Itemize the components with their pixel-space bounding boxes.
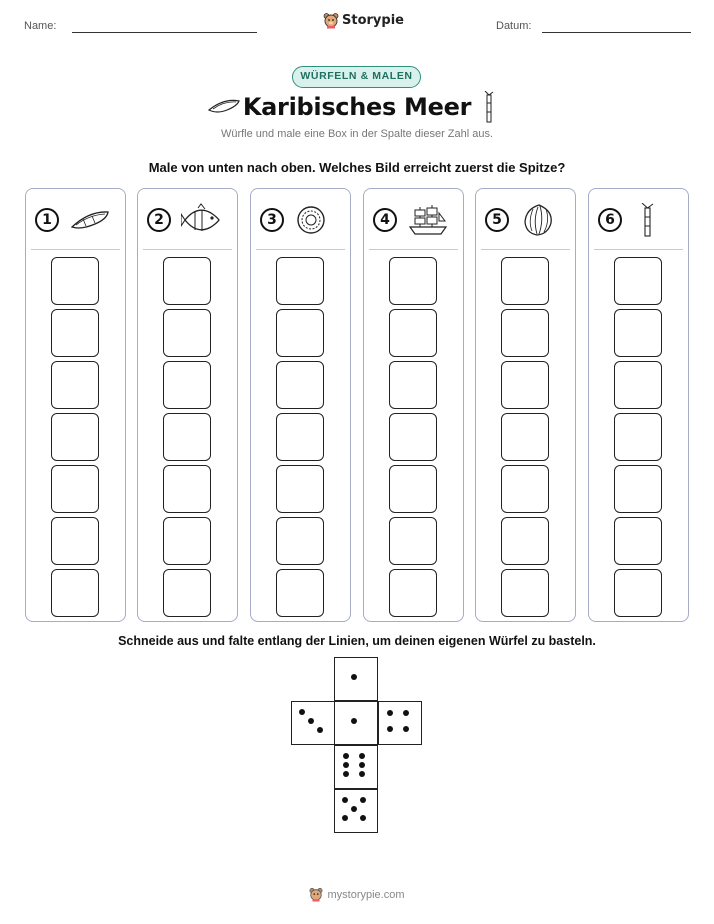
cocoa-pod-icon (519, 203, 561, 237)
die-pip (387, 726, 393, 732)
color-box[interactable] (501, 257, 549, 305)
column-divider (594, 249, 683, 250)
color-box[interactable] (614, 257, 662, 305)
color-box[interactable] (51, 361, 99, 409)
sailing-ship-icon (407, 203, 449, 237)
sugarcane-icon (632, 203, 674, 237)
color-box[interactable] (51, 413, 99, 461)
name-label: Name: (24, 20, 57, 32)
color-box[interactable] (389, 569, 437, 617)
die-pip (403, 726, 409, 732)
column-number: 6 (598, 208, 622, 232)
bear-logo-icon (323, 12, 339, 29)
color-box[interactable] (389, 517, 437, 565)
color-box[interactable] (389, 465, 437, 513)
die-face-3 (291, 701, 335, 745)
die-pip (351, 806, 357, 812)
color-box[interactable] (163, 517, 211, 565)
color-box[interactable] (276, 465, 324, 513)
color-box[interactable] (51, 465, 99, 513)
column-divider (31, 249, 120, 250)
die-pip (360, 815, 366, 821)
color-box[interactable] (614, 361, 662, 409)
color-box[interactable] (501, 309, 549, 357)
die-pip (342, 797, 348, 803)
date-label: Datum: (496, 20, 532, 32)
page-title: Karibisches Meer (242, 93, 472, 121)
color-box[interactable] (276, 361, 324, 409)
color-box[interactable] (614, 465, 662, 513)
color-box[interactable] (614, 569, 662, 617)
color-box[interactable] (163, 361, 211, 409)
die-face-5 (334, 789, 378, 833)
die-pip (403, 710, 409, 716)
column-number: 3 (260, 208, 284, 232)
die-pip (317, 727, 323, 733)
die-pip (360, 797, 366, 803)
color-box[interactable] (389, 413, 437, 461)
color-box[interactable] (501, 517, 549, 565)
die-face-1 (334, 657, 378, 701)
color-box[interactable] (501, 465, 549, 513)
color-box[interactable] (51, 309, 99, 357)
column-divider (256, 249, 345, 250)
bear-logo-icon (309, 887, 323, 902)
column-3 (250, 188, 351, 622)
column-divider (481, 249, 570, 250)
die-pip (359, 753, 365, 759)
column-number: 1 (35, 208, 59, 232)
sugarcane-title-icon (482, 91, 496, 123)
color-box[interactable] (163, 257, 211, 305)
die-pip (343, 753, 349, 759)
color-box[interactable] (276, 569, 324, 617)
die-pip (387, 710, 393, 716)
column-1 (25, 188, 126, 622)
color-box[interactable] (276, 257, 324, 305)
color-box[interactable] (501, 413, 549, 461)
brand-logo (323, 12, 404, 29)
cut-instruction: Schneide aus und falte entlang der Linien, um deinen eigenen Würfel zu basteln. (118, 634, 596, 648)
die-face-6 (334, 745, 378, 789)
canoe-icon (69, 203, 111, 237)
name-line (72, 32, 257, 33)
color-box[interactable] (163, 309, 211, 357)
color-box[interactable] (51, 257, 99, 305)
die-face-1-center (334, 701, 378, 745)
color-box[interactable] (614, 517, 662, 565)
color-box[interactable] (51, 569, 99, 617)
color-box[interactable] (614, 413, 662, 461)
column-number: 5 (485, 208, 509, 232)
color-box[interactable] (389, 257, 437, 305)
color-box[interactable] (276, 413, 324, 461)
color-box[interactable] (163, 465, 211, 513)
color-box[interactable] (163, 413, 211, 461)
die-face-4 (378, 701, 422, 745)
color-box[interactable] (389, 309, 437, 357)
die-pip (351, 718, 357, 724)
column-4 (363, 188, 464, 622)
color-box[interactable] (163, 569, 211, 617)
activity-badge: WÜRFELN & MALEN (292, 66, 421, 88)
die-pip (343, 762, 349, 768)
column-number: 2 (147, 208, 171, 232)
footer-url: mystorypie.com (327, 888, 405, 901)
die-pip (308, 718, 314, 724)
die-pip (299, 709, 305, 715)
die-pip (343, 771, 349, 777)
column-number: 4 (373, 208, 397, 232)
brand-name: Storypie (342, 13, 404, 28)
coin-icon (294, 203, 336, 237)
color-box[interactable] (614, 309, 662, 357)
color-box[interactable] (276, 517, 324, 565)
die-pip (359, 762, 365, 768)
column-divider (143, 249, 232, 250)
die-pip (342, 815, 348, 821)
subtitle: Würfle und male eine Box in der Spalte dieser Zahl aus. (220, 128, 494, 140)
color-box[interactable] (51, 517, 99, 565)
color-box[interactable] (276, 309, 324, 357)
die-pip (359, 771, 365, 777)
column-5 (475, 188, 576, 622)
footer (0, 887, 714, 902)
instruction: Male von unten nach oben. Welches Bild erreicht zuerst die Spitze? (148, 160, 566, 175)
die-pip (351, 674, 357, 680)
column-2 (137, 188, 238, 622)
column-6 (588, 188, 689, 622)
date-line (542, 32, 691, 33)
color-box[interactable] (389, 361, 437, 409)
color-box[interactable] (501, 361, 549, 409)
color-box[interactable] (501, 569, 549, 617)
tropical-fish-icon (181, 203, 223, 237)
column-divider (369, 249, 458, 250)
